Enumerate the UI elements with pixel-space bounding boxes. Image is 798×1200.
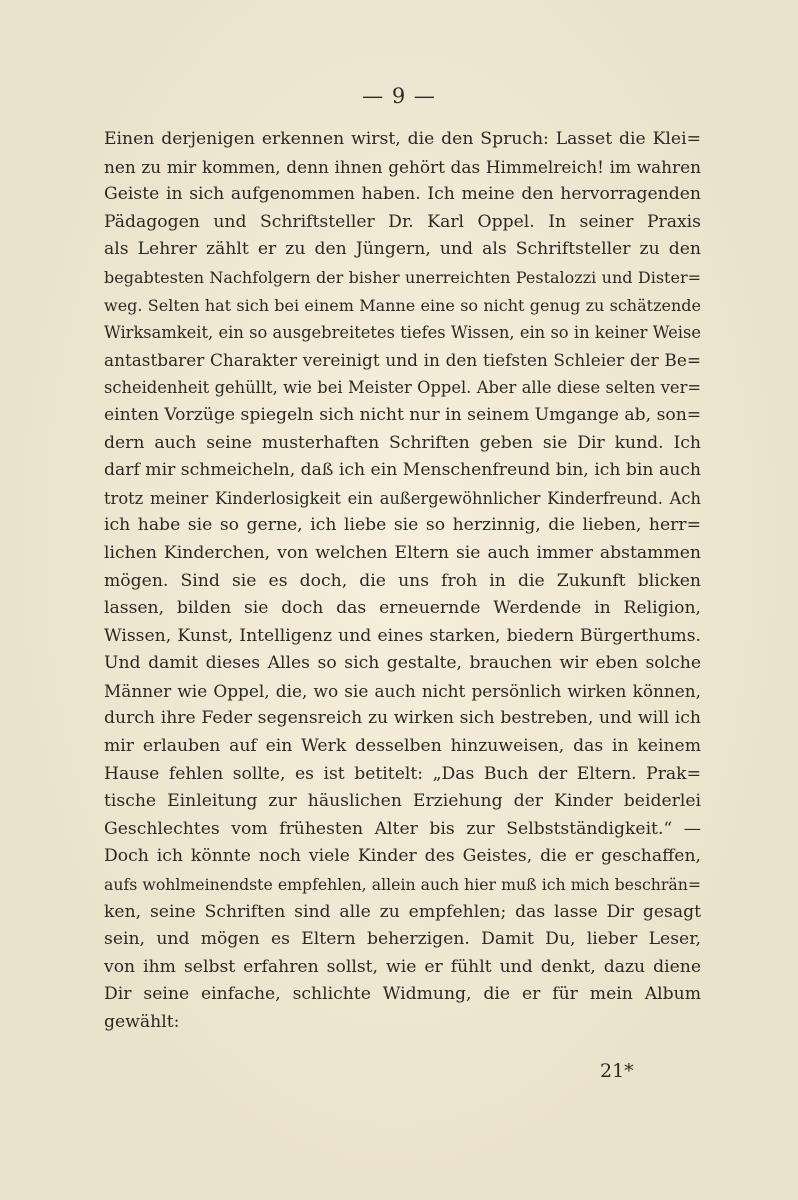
text-line: mir erlauben auf ein Werk desselben hinzuweisen, das in keinem [104, 736, 701, 757]
text-line: begabtesten Nachfolgern der bisher unerreichten Pestalozzi und Dister= [104, 267, 701, 287]
text-line: mögen. Sind sie es doch, die uns froh in die Zukunft blicken [104, 570, 701, 591]
text-line: Geschlechtes vom frühesten Alter bis zur Selbstständigkeit.“ — [104, 818, 701, 839]
text-line: ken, seine Schriften sind alle zu empfehlen; das lasse Dir gesagt [104, 901, 701, 922]
text-line: Einen derjenigen erkennen wirst, die den Spruch: Lasset die Klei= [104, 129, 701, 149]
text-line: weg. Selten hat sich bei einem Manne eine so nicht genug zu schätzende [104, 295, 701, 315]
text-line: Hause fehlen sollte, es ist betitelt: „Das Buch der Eltern. Prak= [104, 763, 701, 784]
text-line: durch ihre Feder segensreich zu wirken sich bestreben, und will ich [104, 708, 701, 729]
text-line: antastbarer Charakter vereinigt und in den tiefsten Schleier der Be= [104, 349, 701, 370]
text-line: Und damit dieses Alles so sich gestalte, brauchen wir eben solche [104, 653, 701, 674]
text-line: aufs wohlmeinendste empfehlen, allein auch hier muß ich mich beschrän= [104, 875, 701, 895]
text-line: Geiste in sich aufgenommen haben. Ich meine den hervorragenden [104, 184, 701, 205]
page-number: — 9 — [362, 84, 436, 108]
text-line: Wissen, Kunst, Intelligenz und eines starken, biedern Bürgerthums. [104, 625, 701, 646]
text-line: gewählt: [104, 1012, 180, 1032]
text-line: tische Einleitung zur häuslichen Erziehung der Kinder beiderlei [104, 791, 701, 812]
text-line: dern auch seine musterhaften Schriften geben sie Dir kund. Ich [104, 432, 701, 453]
text-line: Männer wie Oppel, die, wo sie auch nicht persönlich wirken können, [104, 680, 701, 701]
text-line: trotz meiner Kinderlosigkeit ein außergewöhnlicher Kinderfreund. Ach [104, 488, 701, 508]
text-line: einten Vorzüge spiegeln sich nicht nur in seinem Umgange ab, son= [104, 404, 701, 425]
text-line: lichen Kinderchen, von welchen Eltern sie auch immer abstammen [104, 542, 701, 563]
text-line: sein, und mögen es Eltern beherzigen. Damit Du, lieber Leser, [104, 929, 701, 950]
text-line: von ihm selbst erfahren sollst, wie er fühlt und denkt, dazu diene [104, 956, 701, 977]
printer-signature-mark: 21* [600, 1060, 634, 1082]
text-line: darf mir schmeicheln, daß ich ein Menschenfreund bin, ich bin auch [104, 460, 701, 481]
body-text [104, 126, 701, 1037]
text-line: Dir seine einfache, schlichte Widmung, die er für mein Album [104, 984, 701, 1005]
text-line: Doch ich könnte noch viele Kinder des Geistes, die er geschaffen, [104, 846, 701, 867]
text-line: lassen, bilden sie doch das erneuernde Werdende in Religion, [104, 598, 701, 619]
text-line: scheidenheit gehüllt, wie bei Meister Oppel. Aber alle diese selten ver= [104, 378, 701, 398]
text-line: Pädagogen und Schriftsteller Dr. Karl Oppel. In seiner Praxis [104, 211, 701, 232]
text-line: ich habe sie so gerne, ich liebe sie so herzinnig, die lieben, herr= [104, 515, 701, 536]
text-line: als Lehrer zählt er zu den Jüngern, und als Schriftsteller zu den [104, 239, 701, 260]
text-line: Wirksamkeit, ein so ausgebreitetes tiefes Wissen, ein so in keiner Weise [104, 323, 701, 343]
text-line: nen zu mir kommen, denn ihnen gehört das Himmelreich! im wahren [104, 156, 701, 177]
